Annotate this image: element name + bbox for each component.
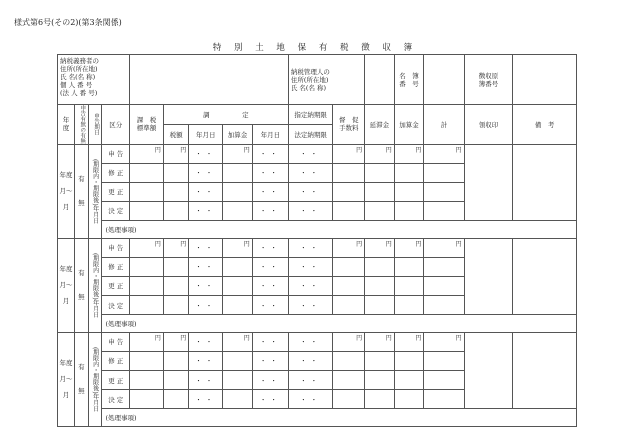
month-start-text: 月～ (59, 187, 73, 196)
manager-line-2: 住所(所在地) (290, 75, 329, 84)
processing-notes[interactable]: (処理事項) (102, 221, 577, 239)
meibo-value[interactable] (424, 55, 464, 105)
cell-nengappi2[interactable]: ・・ (252, 371, 288, 390)
cell-nengappi[interactable]: ・・ (189, 371, 223, 390)
block-umu[interactable] (74, 332, 88, 426)
cell-kazei[interactable]: 円 (130, 238, 164, 257)
kubun-shusei: 修 正 (102, 163, 130, 182)
cell-kazei[interactable] (130, 296, 164, 315)
taxpayer-line-3: 氏 名(名 称) (60, 73, 96, 81)
cell-kigen[interactable]: ・・ (288, 351, 332, 370)
cell-nengappi[interactable]: ・・ (189, 351, 223, 370)
cell-entaikin[interactable]: 円 (365, 144, 395, 163)
cell-nengappi[interactable]: ・・ (189, 144, 223, 163)
cell-zeigaku[interactable] (163, 351, 188, 370)
yu-text: 有 (78, 363, 85, 372)
yu-text: 有 (78, 175, 85, 184)
year-block-3 (58, 332, 577, 426)
cell-zeigaku[interactable]: 円 (163, 144, 188, 163)
mu-text: 無 (78, 199, 85, 208)
nendo-text: 年度 (59, 265, 73, 274)
cell-kei[interactable] (424, 163, 464, 182)
cell-tokusoku[interactable] (333, 276, 365, 295)
taxpayer-label (58, 55, 130, 105)
cell-kei[interactable] (424, 276, 464, 295)
kubun-shinkoku: 申 告 (102, 238, 130, 257)
cell-tokusoku[interactable]: 円 (333, 332, 365, 351)
col-nokigen: 指定納期限 (288, 105, 332, 125)
cell-entaikin[interactable] (365, 351, 395, 370)
cell-kei[interactable] (424, 296, 464, 315)
col-nengappi2: 年月日 (252, 124, 288, 144)
cell-nengappi2[interactable]: ・・ (252, 332, 288, 351)
block-date-text: (期限内・期限後)年月日 (91, 158, 99, 224)
cell-kasankin2[interactable] (394, 182, 424, 201)
page-title (0, 44, 630, 53)
col-nendo (58, 105, 75, 145)
nendo-text: 年度 (59, 171, 73, 180)
cell-kasankin2[interactable] (394, 390, 424, 409)
col-tokusoku (333, 105, 365, 145)
cell-entaikin[interactable]: 円 (365, 332, 395, 351)
cell-kasankin[interactable] (223, 182, 253, 201)
cell-zeigaku[interactable] (163, 296, 188, 315)
col-entaikin: 延滞金 (365, 105, 395, 145)
col-biko: 備 考 (513, 105, 577, 145)
block-date-text: (期限内・期限後)年月日 (91, 252, 99, 318)
nendo-text: 年度 (59, 359, 73, 368)
cell-kazei[interactable] (130, 276, 164, 295)
cell-nengappi2[interactable]: ・・ (252, 257, 288, 276)
cell-kasankin[interactable] (223, 371, 253, 390)
cell-kasankin[interactable] (223, 163, 253, 182)
cell-entaikin[interactable] (365, 257, 395, 276)
cell-kasankin[interactable]: 円 (223, 332, 253, 351)
cell-kasankin2[interactable]: 円 (394, 238, 424, 257)
cell-kei[interactable] (424, 371, 464, 390)
cell-zeigaku[interactable] (163, 163, 188, 182)
cell-biko[interactable] (513, 332, 577, 409)
collection-number-value[interactable] (513, 55, 577, 105)
month-start-text: 月～ (59, 375, 73, 384)
col-kasankin2: 加算金 (394, 105, 424, 145)
cell-ryoshuin[interactable] (464, 144, 513, 221)
cell-entaikin[interactable] (365, 371, 395, 390)
col-chotei: 調 定 (163, 105, 288, 125)
cell-kigen[interactable]: ・・ (288, 182, 332, 201)
month-end-text: 月 (62, 297, 70, 306)
cell-kasankin2[interactable] (394, 276, 424, 295)
cell-kasankin[interactable]: 円 (223, 238, 253, 257)
cell-zeigaku[interactable] (163, 257, 188, 276)
taxpayer-value[interactable] (130, 55, 289, 105)
cell-kazei[interactable] (130, 182, 164, 201)
month-end-text: 月 (62, 391, 70, 400)
block-date[interactable] (88, 332, 102, 426)
col-shinkoku (74, 105, 88, 145)
cell-nengappi[interactable]: ・・ (189, 296, 223, 315)
col-ryoshuin: 領収印 (464, 105, 513, 145)
kubun-kosei: 更 正 (102, 182, 130, 201)
cell-zeigaku[interactable] (163, 390, 188, 409)
cell-entaikin[interactable] (365, 163, 395, 182)
cell-kasankin2[interactable]: 円 (394, 144, 424, 163)
cell-tokusoku[interactable] (333, 371, 365, 390)
kubun-kosei: 更 正 (102, 276, 130, 295)
cell-nengappi2[interactable]: ・・ (252, 163, 288, 182)
block-date[interactable] (88, 238, 102, 332)
cell-tokusoku[interactable]: 円 (333, 238, 365, 257)
col-shinkoku-text: 申告有無の有無 (79, 105, 86, 144)
cell-kei[interactable] (424, 182, 464, 201)
kubun-kettei: 決 定 (102, 296, 130, 315)
cell-entaikin[interactable]: 円 (365, 238, 395, 257)
cell-kazei[interactable] (130, 390, 164, 409)
cell-kasankin2[interactable]: 円 (394, 332, 424, 351)
cell-nengappi2[interactable]: ・・ (252, 144, 288, 163)
cell-kei[interactable]: 円 (424, 144, 464, 163)
cell-tokusoku[interactable] (333, 257, 365, 276)
processing-notes[interactable]: (処理事項) (102, 409, 577, 427)
cell-tokusoku[interactable] (333, 351, 365, 370)
block-umu[interactable] (74, 144, 88, 238)
block-nendo[interactable] (58, 332, 75, 426)
cell-kasankin[interactable] (223, 390, 253, 409)
form-number: 様式第6号(その2)(第3条関係) (14, 18, 122, 27)
cell-kasankin[interactable] (223, 201, 253, 220)
cell-kei[interactable] (424, 257, 464, 276)
block-umu[interactable] (74, 238, 88, 332)
cell-kasankin2[interactable] (394, 371, 424, 390)
cell-zeigaku[interactable]: 円 (163, 332, 188, 351)
cell-zeigaku[interactable] (163, 182, 188, 201)
cell-kei[interactable]: 円 (424, 238, 464, 257)
cell-entaikin[interactable] (365, 182, 395, 201)
cell-kasankin[interactable]: 円 (223, 144, 253, 163)
cell-kigen[interactable]: ・・ (288, 163, 332, 182)
cell-kazei[interactable] (130, 163, 164, 182)
cell-kazei[interactable]: 円 (130, 144, 164, 163)
cell-nengappi[interactable]: ・・ (189, 390, 223, 409)
year-block-2 (58, 238, 577, 332)
cell-nengappi[interactable]: ・・ (189, 332, 223, 351)
kubun-shinkoku: 申 告 (102, 332, 130, 351)
block-nendo[interactable] (58, 144, 75, 238)
col-shinkoku-date-text: 申告期日 (92, 113, 99, 136)
cell-nengappi2[interactable]: ・・ (252, 238, 288, 257)
kubun-shusei: 修 正 (102, 351, 130, 370)
mu-text: 無 (78, 387, 85, 396)
kubun-kosei: 更 正 (102, 371, 130, 390)
block-nendo[interactable] (58, 238, 75, 332)
cell-kigen[interactable]: ・・ (288, 296, 332, 315)
cell-zeigaku[interactable] (163, 371, 188, 390)
kubun-kettei: 決 定 (102, 390, 130, 409)
block-date-text: (期限内・期限後)年月日 (91, 346, 99, 412)
cell-nengappi2[interactable]: ・・ (252, 390, 288, 409)
mu-text: 無 (78, 293, 85, 302)
kubun-shusei: 修 正 (102, 257, 130, 276)
col-shinkoku-date (88, 105, 102, 145)
cell-kasankin[interactable] (223, 351, 253, 370)
col-kasankin: 加算金 (223, 124, 253, 144)
col-kei: 計 (424, 105, 464, 145)
taxpayer-line-4: 個 人 番 号 (60, 81, 93, 89)
kubun-shinkoku: 申 告 (102, 144, 130, 163)
page-title-text: 特 別 土 地 保 有 税 徴 収 簿 (212, 43, 418, 53)
cell-kazei[interactable]: 円 (130, 332, 164, 351)
col-tokusoku-1: 督 促 (338, 116, 359, 125)
cell-kei[interactable] (424, 201, 464, 220)
cell-kigen[interactable]: ・・ (288, 257, 332, 276)
year-block-1 (58, 144, 577, 238)
meibo-label (394, 55, 424, 105)
cell-nengappi2[interactable]: ・・ (252, 201, 288, 220)
cell-nengappi2[interactable]: ・・ (252, 276, 288, 295)
cell-entaikin[interactable] (365, 296, 395, 315)
block-date[interactable] (88, 144, 102, 238)
processing-notes[interactable]: (処理事項) (102, 315, 577, 333)
cell-kigen[interactable]: ・・ (288, 390, 332, 409)
collection-line-2: 簿番号 (478, 79, 499, 88)
taxpayer-line-5: (法 人 番 号) (60, 89, 98, 97)
cell-ryoshuin[interactable] (464, 238, 513, 315)
col-kubun: 区分 (102, 105, 130, 145)
cell-nengappi2[interactable]: ・・ (252, 182, 288, 201)
manager-line-3: 氏 名(名 称) (290, 83, 327, 92)
taxpayer-line-2: 住所(所在地) (60, 65, 98, 73)
col-kazei-2: 標準額 (136, 124, 157, 133)
meibo-line-2: 番 号 (399, 79, 419, 88)
collection-ledger-table (57, 54, 577, 427)
cell-tokusoku[interactable] (333, 201, 365, 220)
cell-kazei[interactable] (130, 351, 164, 370)
cell-entaikin[interactable] (365, 276, 395, 295)
cell-tokusoku[interactable]: 円 (333, 144, 365, 163)
cell-kasankin2[interactable] (394, 296, 424, 315)
cell-kei[interactable]: 円 (424, 332, 464, 351)
manager-line-1: 納税管理人の (290, 67, 330, 76)
cell-kigen[interactable]: ・・ (288, 238, 332, 257)
cell-tokusoku[interactable] (333, 390, 365, 409)
cell-nengappi[interactable]: ・・ (189, 182, 223, 201)
cell-biko[interactable] (513, 144, 577, 221)
cell-kazei[interactable] (130, 201, 164, 220)
cell-zeigaku[interactable] (163, 201, 188, 220)
col-nengappi: 年月日 (189, 124, 223, 144)
cell-kigen[interactable]: ・・ (288, 371, 332, 390)
collection-line-1: 徴収原 (478, 71, 499, 80)
kubun-kettei: 決 定 (102, 201, 130, 220)
cell-zeigaku[interactable]: 円 (163, 238, 188, 257)
cell-kigen[interactable]: ・・ (288, 332, 332, 351)
col-kazei-1: 課 税 (136, 116, 157, 125)
col-hoteinokigen: 法定納期限 (288, 124, 332, 144)
yu-text: 有 (78, 269, 85, 278)
cell-nengappi[interactable]: ・・ (189, 238, 223, 257)
cell-tokusoku[interactable] (333, 296, 365, 315)
cell-zeigaku[interactable] (163, 276, 188, 295)
cell-ryoshuin[interactable] (464, 332, 513, 409)
col-tokusoku-2: 手数料 (338, 124, 359, 133)
month-start-text: 月～ (59, 281, 73, 290)
cell-kasankin[interactable] (223, 296, 253, 315)
cell-kasankin2[interactable] (394, 163, 424, 182)
cell-kigen[interactable]: ・・ (288, 276, 332, 295)
cell-kasankin[interactable] (223, 276, 253, 295)
cell-kasankin[interactable] (223, 257, 253, 276)
cell-nengappi[interactable]: ・・ (189, 201, 223, 220)
cell-tokusoku[interactable] (333, 182, 365, 201)
cell-biko[interactable] (513, 238, 577, 315)
collection-number-label (464, 55, 513, 105)
cell-kigen[interactable]: ・・ (288, 144, 332, 163)
col-nendo-2: 度 (62, 124, 70, 133)
cell-entaikin[interactable] (365, 201, 395, 220)
cell-nengappi2[interactable]: ・・ (252, 351, 288, 370)
cell-kasankin2[interactable] (394, 257, 424, 276)
cell-nengappi2[interactable]: ・・ (252, 296, 288, 315)
meibo-line-1: 名 簿 (399, 71, 419, 80)
col-zeigaku: 税額 (163, 124, 188, 144)
cell-kazei[interactable] (130, 257, 164, 276)
manager-label (288, 55, 364, 105)
cell-kasankin2[interactable] (394, 351, 424, 370)
col-nendo-1: 年 (62, 116, 70, 125)
cell-tokusoku[interactable] (333, 163, 365, 182)
cell-kasankin2[interactable] (394, 201, 424, 220)
cell-entaikin[interactable] (365, 390, 395, 409)
month-end-text: 月 (62, 203, 70, 212)
col-kazei-hyojun (130, 105, 164, 145)
cell-kei[interactable] (424, 390, 464, 409)
cell-kigen[interactable]: ・・ (288, 201, 332, 220)
cell-nengappi[interactable]: ・・ (189, 257, 223, 276)
taxpayer-line-1: 納税義務者の (60, 57, 99, 65)
cell-nengappi[interactable]: ・・ (189, 276, 223, 295)
manager-value[interactable] (365, 55, 395, 105)
cell-kei[interactable] (424, 351, 464, 370)
cell-nengappi[interactable]: ・・ (189, 163, 223, 182)
cell-kazei[interactable] (130, 371, 164, 390)
